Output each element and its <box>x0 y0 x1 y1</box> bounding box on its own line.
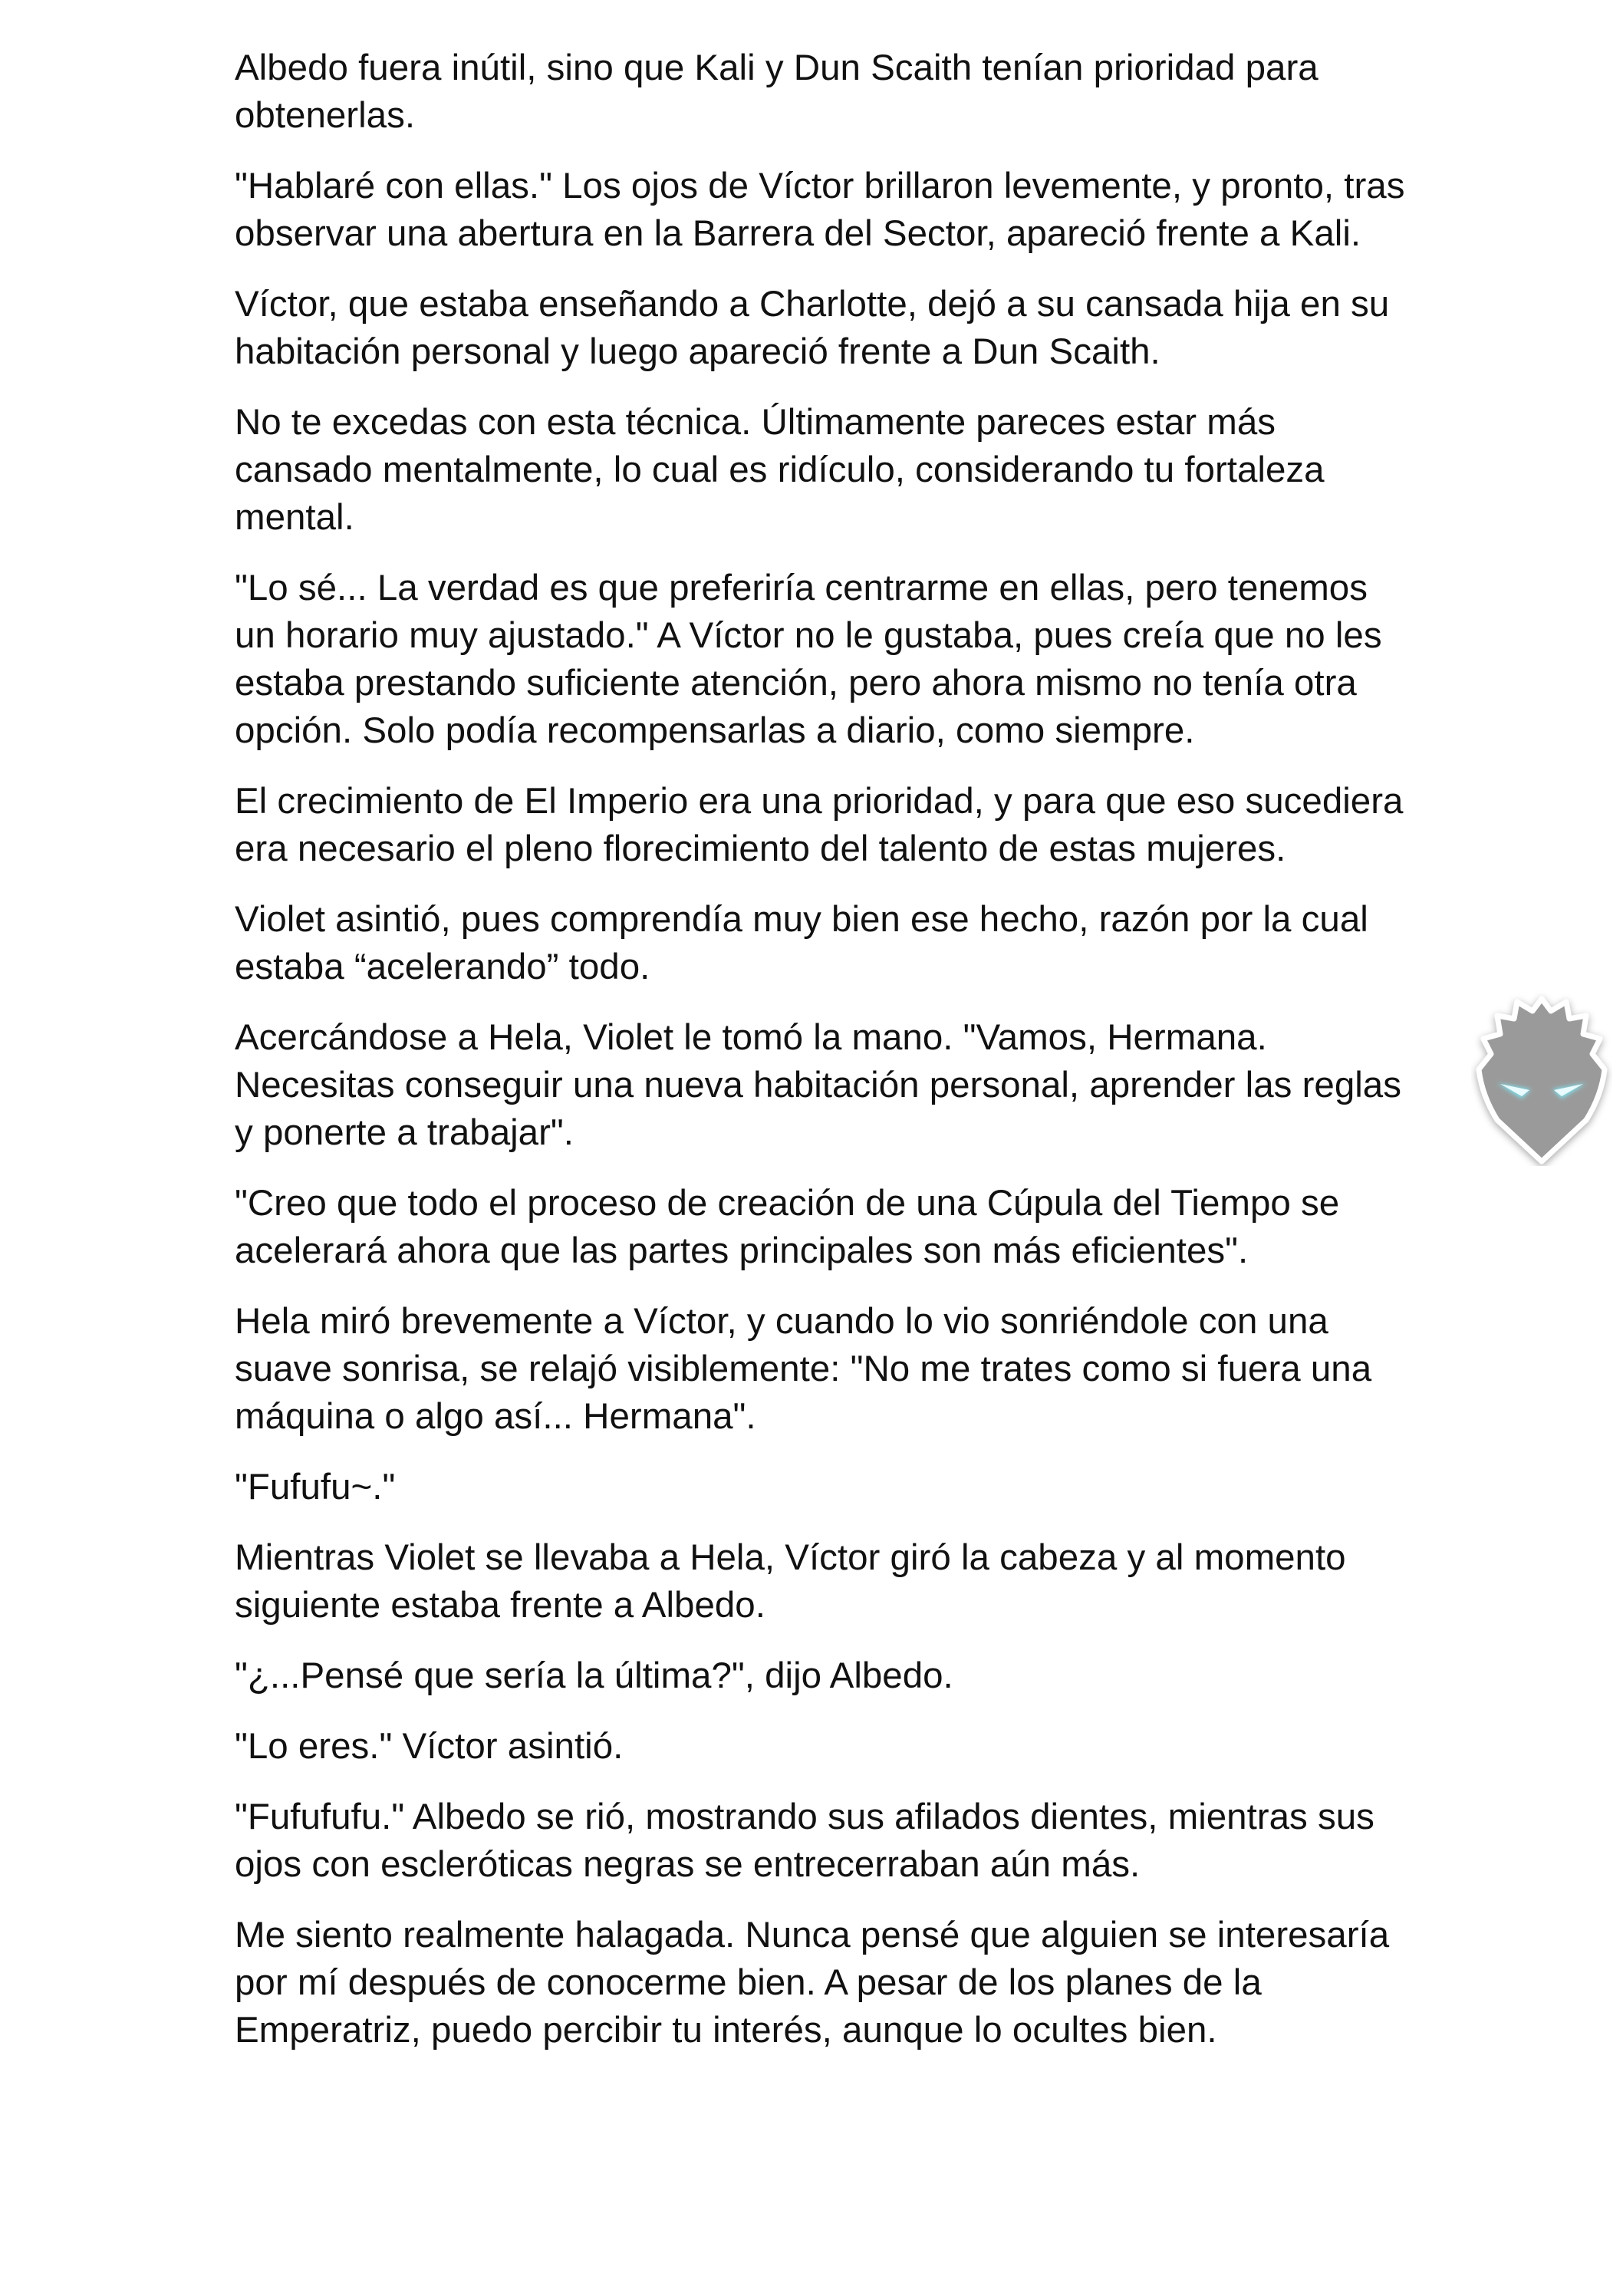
paragraph: El crecimiento de El Imperio era una prioridad, y para que eso sucediera era necesario el pleno florecimiento del talento de estas mujeres. <box>235 781 1404 869</box>
paragraph: "Lo sé... La verdad es que preferiría centrarme en ellas, pero tenemos un horario muy ajustado." A Víctor no le gustaba, pues creía que no les estaba prestando suficiente atención, pero ahora mismo no tenía otra opción. Solo podía recompensarlas a diario, como siempre. <box>235 568 1382 751</box>
paragraph: "Fufufu~." <box>235 1467 396 1507</box>
paragraph: Violet asintió, pues comprendía muy bien ese hecho, razón por la cual estaba “acelerando” todo. <box>235 899 1368 987</box>
paragraph: Mientras Violet se llevaba a Hela, Víctor giró la cabeza y al momento siguiente estaba frente a Albedo. <box>235 1537 1346 1626</box>
paragraph: Albedo fuera inútil, sino que Kali y Dun Scaith tenían prioridad para obtenerlas. <box>235 48 1318 136</box>
demon-head-icon <box>1471 988 1612 1166</box>
paragraph: No te excedas con esta técnica. Últimamente pareces estar más cansado mentalmente, lo cual es ridículo, considerando tu fortaleza mental. <box>235 402 1325 538</box>
paragraph: "Hablaré con ellas." Los ojos de Víctor brillaron levemente, y pronto, tras observar una abertura en la Barrera del Sector, apareció frente a Kali. <box>235 166 1405 254</box>
paragraph: Víctor, que estaba enseñando a Charlotte, dejó a su cansada hija en su habitación personal y luego apareció frente a Dun Scaith. <box>235 284 1390 372</box>
paragraph: Me siento realmente halagada. Nunca pensé que alguien se interesaría por mí después de conocerme bien. A pesar de los planes de la Emperatriz, puedo percibir tu interés, aunque lo ocultes bien. <box>235 1915 1390 2051</box>
paragraph: "Fufufufu." Albedo se rió, mostrando sus afilados dientes, mientras sus ojos con escleróticas negras se entrecerraban aún más. <box>235 1797 1374 1885</box>
paragraph: "Lo eres." Víctor asintió. <box>235 1726 624 1767</box>
document-body <box>235 44 1416 2077</box>
demon-head-silhouette <box>1479 999 1605 1161</box>
paragraph: "Creo que todo el proceso de creación de una Cúpula del Tiempo se acelerará ahora que las partes principales son más eficientes". <box>235 1183 1340 1271</box>
paragraph: Acercándose a Hela, Violet le tomó la mano. "Vamos, Hermana. Necesitas conseguir una nueva habitación personal, aprender las reglas y ponerte a trabajar". <box>235 1017 1401 1153</box>
paragraph: "¿...Pensé que sería la última?", dijo Albedo. <box>235 1655 953 1696</box>
demon-head-svg <box>1471 988 1612 1166</box>
paragraph: Hela miró brevemente a Víctor, y cuando lo vio sonriéndole con una suave sonrisa, se relajó visiblemente: "No me trates como si fuera una máquina o algo así... Hermana". <box>235 1301 1372 1437</box>
